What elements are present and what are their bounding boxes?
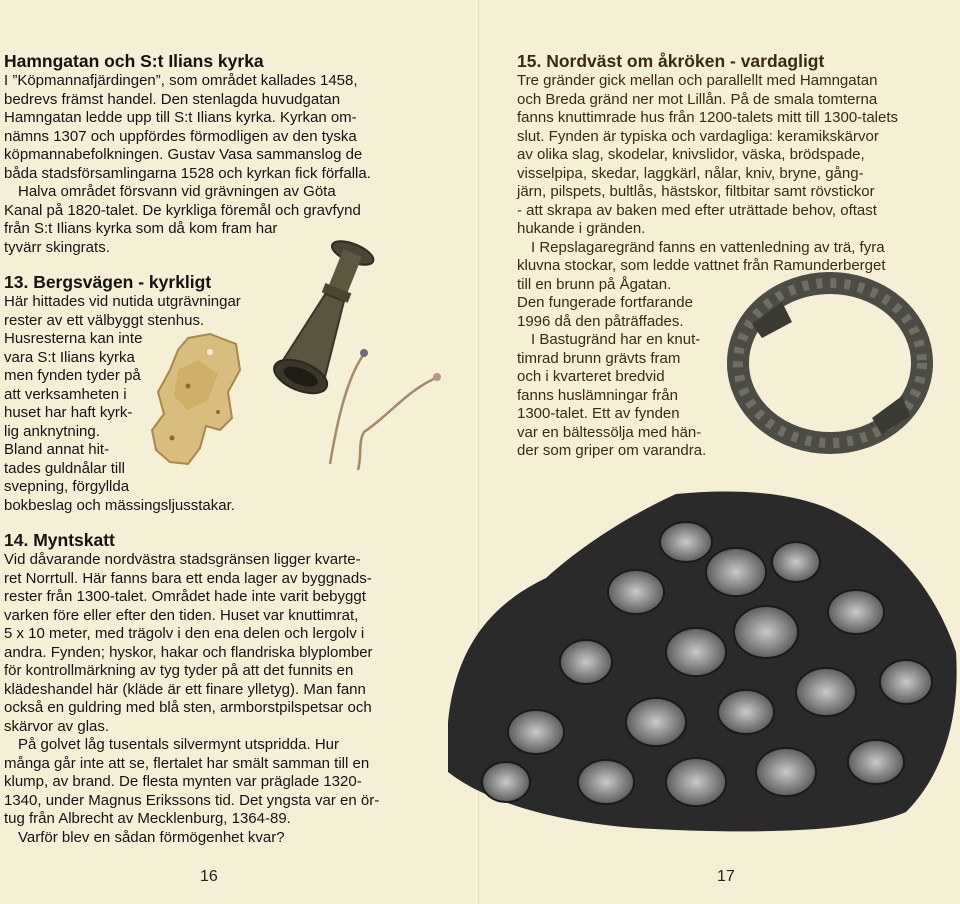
text-line: I ”Köpmannafjärdingen”, som området kallades 1458, bbox=[4, 72, 358, 89]
text-line: 1340, under Magnus Erikssons tid. Det yngsta var en ör- bbox=[4, 791, 380, 809]
text-line: för kontrollmärkning av tyg tyder på att det funnits en bbox=[4, 662, 354, 679]
section-title: 15. Nordväst om åkröken - vardagligt bbox=[517, 51, 825, 71]
text-line: huset har haft kyrk- bbox=[4, 404, 133, 421]
text-line: ret Norrtull. Här fanns bara ett enda lager av byggnads- bbox=[4, 569, 372, 587]
text-line: båda stadsförsamlingarna 1528 och kyrkan fick förfalla. bbox=[4, 164, 371, 182]
text-line: Vid dåvarande nordvästra stadsgränsen ligger kvarte- bbox=[4, 551, 361, 568]
text-line: 1996 då den påträffades. bbox=[517, 312, 684, 330]
text-line: fanns knuttimrade hus från 1200-talets mitt till 1300-talets bbox=[517, 109, 899, 126]
text-line: skärvor av glas. bbox=[4, 717, 110, 735]
text-line: men fynden tyder på bbox=[4, 367, 141, 384]
text-line: fanns huslämningar från bbox=[517, 386, 678, 404]
text-line: varken före eller efter den tiden. Huset var knuttimrat, bbox=[4, 606, 359, 624]
section-title: Hamngatan och S:t Ilians kyrka bbox=[4, 51, 264, 71]
text-line: bedrevs främst handel. Den stenlagda huvudgatan bbox=[4, 90, 341, 108]
text-line: 1300-talet. Ett av fynden bbox=[517, 405, 680, 422]
text-line: Här hittades vid nutida utgrävningar bbox=[4, 293, 241, 310]
text-line: klädeshandel här (kläde är ett finare ylletyg). Man fann bbox=[4, 680, 366, 698]
text-line: många går inte att se, flertalet har smält samman till en bbox=[4, 754, 370, 772]
text-line: också en guldring med blå sten, armborstpilspetsar och bbox=[4, 699, 372, 716]
section-title: 14. Myntskatt bbox=[4, 530, 115, 550]
text-line: svepning, förgyllda bbox=[4, 478, 130, 495]
text-line: och i kvarteret bredvid bbox=[517, 368, 665, 385]
text-line: Varför blev en sådan förmögenhet kvar? bbox=[18, 828, 285, 846]
text-line: nämns 1307 och uppfördes förmodligen av den tyska bbox=[4, 127, 357, 145]
text-line: På golvet låg tusentals silvermynt utspridda. Hur bbox=[18, 736, 339, 753]
coin-hoard-icon bbox=[436, 482, 960, 834]
gilded-book-fitting-icon bbox=[148, 330, 243, 470]
text-line: och Breda gränd ner mot Lillån. På de smala tomterna bbox=[517, 90, 878, 108]
text-line: andra. Fynden; hyskor, hakar och flandriska blyplomber bbox=[4, 643, 373, 661]
text-line: Husresterna kan inte bbox=[4, 330, 143, 347]
text-line: var en bältessölja med hän- bbox=[517, 423, 702, 441]
text-line: timrad brunn grävts fram bbox=[517, 349, 681, 367]
text-line: slut. Fynden är typiska och vardagliga: keramikskärvor bbox=[517, 127, 879, 145]
text-line: I Repslagaregränd fanns en vattenledning av trä, fyra bbox=[531, 238, 885, 256]
text-line: tades guldnålar till bbox=[4, 459, 125, 477]
section-title: 13. Bergsvägen - kyrkligt bbox=[4, 272, 212, 292]
text-line: vara S:t Ilians kyrka bbox=[4, 348, 135, 366]
text-line: hukande i gränden. bbox=[517, 220, 646, 237]
text-line: lig anknytning. bbox=[4, 422, 100, 440]
text-line: - att skrapa av baken med efter uträttade behov, oftast bbox=[517, 201, 877, 219]
belt-buckle-icon bbox=[722, 268, 938, 458]
text-line: Halva området försvann vid grävningen av Göta bbox=[18, 183, 336, 200]
text-line: bokbeslag och mässingsljusstakar. bbox=[4, 496, 235, 514]
text-line: av olika slag, skodelar, knivslidor, väska, brödspade, bbox=[517, 146, 865, 163]
text-line: der som griper om varandra. bbox=[517, 442, 707, 459]
text-line: I Bastugränd har en knut- bbox=[531, 331, 701, 348]
text-line: Den fungerade fortfarande bbox=[517, 294, 693, 311]
section-14 bbox=[4, 529, 474, 847]
text-line: Hamngatan ledde upp till S:t Ilians kyrka. Kyrkan om- bbox=[4, 109, 357, 126]
text-line: 5 x 10 meter, med trägolv i den ena delen och lergolv i bbox=[4, 625, 365, 642]
text-line: rester av ett välbyggt stenhus. bbox=[4, 311, 205, 329]
text-line: att verksamheten i bbox=[4, 385, 127, 403]
text-line: Bland annat hit- bbox=[4, 441, 110, 458]
right-page bbox=[480, 0, 960, 904]
text-line: till en brunn på Ågatan. bbox=[517, 275, 672, 293]
text-line: kluvna stockar, som ledde vattnet från Ramunderberget bbox=[517, 257, 886, 274]
text-line: visselpipa, skedar, laggkärl, nålar, kniv, bryne, gång- bbox=[517, 164, 864, 182]
page-number: 16 bbox=[200, 868, 218, 885]
text-line: Tre gränder gick mellan och parallellt med Hamngatan bbox=[517, 72, 878, 89]
text-line: tyvärr skingrats. bbox=[4, 238, 110, 256]
section-hamngatan bbox=[4, 50, 474, 257]
text-line: klump, av brand. De flesta mynten var präglade 1320- bbox=[4, 773, 362, 790]
text-line: tug från Albrecht av Mecklenburg, 1364-89. bbox=[4, 810, 291, 827]
text-line: järn, pilspets, bultlås, hästskor, filtbitar samt rövstickor bbox=[517, 183, 875, 200]
page-number: 17 bbox=[717, 868, 735, 885]
text-line: Kanal på 1820-talet. De kyrkliga föremål och gravfynd bbox=[4, 201, 361, 219]
text-line: rester från 1300-talet. Området hade inte varit bebyggt bbox=[4, 588, 366, 605]
text-line: från S:t Ilians kyrka som då kom fram har bbox=[4, 220, 278, 237]
gold-pins-icon bbox=[318, 346, 448, 476]
text-line: köpmannabefolkningen. Gustav Vasa sammanslog de bbox=[4, 146, 363, 163]
